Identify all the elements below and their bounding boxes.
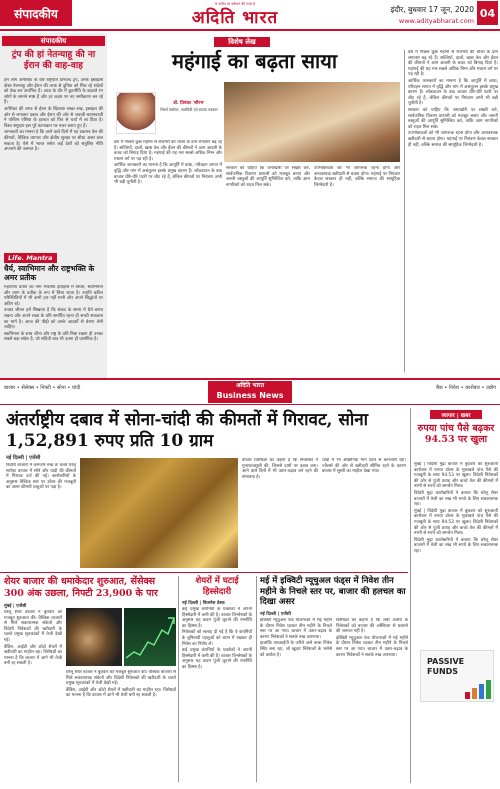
website-link[interactable]: www.adityabharat.com: [398, 17, 474, 25]
mf-paragraph: इक्विटी म्यूचुअल फंड योजनाओं में मई महीने के दौरान निवेश घटकर तीन महीने के निचले स्तर पर आ गया। बाजार में उतार-चढ़ाव के कारण निवेशकों ने सतर्क रुख अपनाया।: [260, 618, 332, 640]
life-mantra-body: [4, 285, 103, 375]
section-badge-editorial: संपादकीय: [0, 0, 72, 26]
stock-paragraph: घरेलू शेयर बाजार ने बुधवार को मजबूत शुरुआत की। वैश्विक बाजारों से मिले सकारात्मक संकेतों और विदेशी निवेशकों की खरीदारी के चलते प्रमुख सूचकांकों में तेजी देखी गई।: [4, 610, 62, 643]
shares-headline: शेयरों में घटाई हिस्सेदारी: [195, 576, 239, 597]
mf-body-left: [260, 618, 332, 782]
gold-paragraph: चांदी में भी औद्योगिक मांग घटने से कमजोरी रही। ज्वैलर्स की ओर से खरीदारी सीमित रहने के कारण बाजार में सुस्ती का माहौल देखा गया।: [322, 458, 406, 475]
author-description: रिसर्च स्कॉलर, कवयित्री एवं स्वतंत्र पत्रकार: [160, 107, 218, 112]
life-mantra-badge: Life. Mantra: [4, 253, 57, 263]
gold-body-right: [322, 458, 406, 568]
gold-body-mid: [242, 458, 318, 568]
feature-body-mid-2: [314, 166, 400, 368]
rupee-body: [414, 462, 498, 772]
gold-headline: अंतर्राष्ट्रीय दबाव में सोना-चांदी की कीमतों में गिरावट, सोना 1,52,891 रुपए प्रति 10 ग्राम: [6, 410, 369, 451]
shares-paragraph: निवेशकों को सलाह दी गई है कि वे कंपनियों के बुनियादी पहलुओं को ध्यान में रखकर ही निवेश का निर्णय लें।: [182, 630, 252, 647]
shares-body: [182, 607, 252, 782]
feature-headline: महंगाई का बढ़ता साया: [171, 49, 337, 73]
feature-body-mid: [226, 166, 310, 368]
mf-paragraph: हालांकि एसआईपी के जरिये आने वाला निवेश स्थिर बना रहा, जो खुदरा निवेशकों के भरोसे को दर्शाता है।: [260, 641, 332, 658]
editorial-paragraph: अमेरिका की तरफ से ईरान के खिलाफ सख्त रुख, इस्राइल की ओर से लगातार दबाव और ईरान की ओर से जवाबी बयानबाजी ने पश्चिम एशिया के हालात को फिर से चर्चा में ला दिया है। विश्व समुदाय इस पूरे घटनाक्रम पर नजर बनाए हुए है।: [4, 106, 103, 129]
gold-paragraph: विदेशी बाजारों में कमजोर रुख के चलते घरेलू सर्राफा बाजार में सोने और चांदी की कीमतों में गिरावट दर्ज की गई। कारोबारियों के अनुसार वैश्विक स्तर पर डॉलर की मजबूती का असर कीमती धातुओं पर पड़ा है।: [6, 463, 76, 491]
gold-body-left: [6, 463, 76, 563]
stock-body-right: [66, 670, 176, 782]
feature-paragraph: देश में पिछले कुछ महीनों से रोजमर्रा की चीजों के दाम लगातार बढ़ रहे हैं। सब्जियों, दालों, खाद्य तेल और ईंधन की कीमतों ने आम आदमी के बजट को बिगाड़ दिया है। महंगाई की यह मार सबसे अधिक निम्न और मध्यम वर्ग पर पड़ रही है।: [114, 140, 222, 162]
feature-paragraph: उपभोक्ताओं को भी जागरूक रहना होगा और अनावश्यक खरीदारी से बचना होगा। महंगाई पर नियंत्रण केवल सरकार ही नहीं, बल्कि समाज की सामूहिक जिम्मेदारी है।: [314, 166, 400, 188]
editorial-header: संपादकीय: [2, 36, 105, 46]
mf-dateline: नई दिल्ली | एजेंसी: [260, 612, 291, 617]
rupee-headline: रुपया पांच पैसे बढ़कर 94.53 पर खुला: [417, 423, 495, 445]
author-photo: [116, 92, 156, 134]
editorial-body: [4, 78, 103, 250]
shares-dateline: नई दिल्ली | बिजनेस डेस्क: [182, 601, 225, 606]
gold-dateline: नई दिल्ली | एजेंसी: [6, 455, 41, 461]
funds-label-1: PASSIVE: [427, 657, 465, 666]
column-divider: [404, 50, 405, 372]
mf-divider: [256, 576, 257, 782]
stock-headline: शेयर बाजार की धमाकेदार शुरुआत, सेंसेक्स 300 अंक उछला, निफ्टी 23,900 के पार: [4, 576, 158, 599]
shares-paragraph: कई प्रमुख कंपनियों के प्रवर्तकों ने अपनी हिस्सेदारी में कमी की है। बाजार विश्लेषकों के अनुसार यह कदम पूंजी जुटाने की रणनीति का हिस्सा है।: [182, 648, 252, 670]
gold-jewellery-photo: [80, 458, 238, 568]
stock-body-left: [4, 610, 62, 782]
rupee-paragraph: मुंबई | विदेशी मुद्रा बाजार में बुधवार को शुरुआती कारोबार में रुपया डॉलर के मुकाबले पांच पैसे की मजबूती के साथ 94.53 पर खुला। विदेशी निवेशकों की ओर से पूंजी प्रवाह और कच्चे तेल की कीमतों में नरमी से रुपये को समर्थन मिला।: [414, 508, 498, 537]
feature-paragraph: उपभोक्ताओं को भी जागरूक रहना होगा और अनावश्यक खरीदारी से बचना होगा। महंगाई पर नियंत्रण केवल सरकार ही नहीं, बल्कि समाज की सामूहिक जिम्मेदारी है।: [408, 131, 498, 148]
market-chart-photo[interactable]: [124, 608, 176, 666]
mf-headline: मई में इक्विटी म्यूचुअल फंड्स में निवेश तीन महीने के निचले स्तर पर, बाजार की हलचल का दिखा असर: [260, 576, 406, 607]
gold-paragraph: बाजार विशेषज्ञों का कहना है कि निवेशकों ने मुनाफावसूली की, जिससे दामों पर दबाव बना। आने वाले दिनों में भी उतार-चढ़ाव बने रहने की संभावना है।: [242, 458, 318, 480]
business-rule: [0, 404, 500, 405]
business-header-logo: अदिति भारत: [235, 382, 265, 389]
life-mantra-paragraph: महाराणा प्रताप का नाम भारतीय इतिहास में वीरता, स्वाभिमान और त्याग के प्रतीक के रूप में लिया जाता है। उन्होंने कठिन परिस्थितियों में भी कभी हार नहीं मानी और अपने सिद्धांतों पर अडिग रहे।: [4, 285, 103, 307]
editorial-paragraph: हम लोग अमेरिका के वीर राष्ट्रपति डोनाल्ड ट्रंप, उनके इस्राइली दोस्त नेतन्याहू और ईरान की तरफ से दुनिया को मिल रहे संदेशों को देख कर अचंभित हैं। आज के दौर में कूटनीति के बदलते रंग लोगों के सामने स्पष्ट हैं और हर कदम पर नए समीकरण बन रहे हैं।: [4, 78, 103, 106]
stock-paragraph: बैंकिंग, आईटी और ऑटो शेयरों में खरीदारी का माहौल रहा। विशेषज्ञों का मानना है कि बाजार में आगे भी तेजी बनी रह सकती है।: [4, 644, 62, 667]
masthead-divider: [0, 29, 500, 31]
shares-divider: [178, 576, 179, 782]
editorial-headline: ट्रंप की हां नेतन्याहू की ना ईरान की वाह-वाह: [11, 50, 96, 71]
author-name: डॉ. प्रियंका 'सौरभ': [173, 101, 205, 106]
business-nav-left: बाजार • सेंसेक्स • निफ्टी • सोना • चांदी: [4, 385, 81, 391]
funds-bar-chart-icon: [465, 679, 491, 699]
stock-paragraph: बैंकिंग, आईटी और ऑटो शेयरों में खरीदारी का माहौल रहा। विशेषज्ञों का मानना है कि बाजार में आगे भी तेजी बनी रह सकती है।: [66, 687, 176, 699]
business-nav-right: बैंक • निवेश • कारोबार • उद्योग: [436, 385, 496, 391]
editorial-paragraph: जानकारों का मानना है कि आने वाले दिनों में यह टकराव तेल की कीमतों, वैश्विक व्यापार और क्षेत्रीय सुरक्षा पर सीधा असर डाल सकता है। ऐसे में भारत समेत कई देशों को संतुलित नीति अपनाने की जरूरत है।: [4, 130, 103, 153]
chart-icon: [124, 608, 176, 666]
market-photo: [224, 82, 400, 162]
page-number: 04: [477, 1, 498, 25]
bull-photo: [66, 608, 122, 666]
shares-paragraph: कई प्रमुख कंपनियों के प्रवर्तकों ने अपनी हिस्सेदारी में कमी की है। बाजार विश्लेषकों के अनुसार यह कदम पूंजी जुटाने की रणनीति का हिस्सा है।: [182, 607, 252, 629]
business-header: [208, 381, 292, 403]
feature-body-right: [408, 50, 498, 372]
passive-funds-graphic: [420, 650, 494, 702]
life-mantra-paragraph: स्वाभिमान के साथ जीना और राष्ट्र के प्रति निष्ठा रखना ही उनका सबसे बड़ा संदेश है, जो सदियों बाद भी उतना ही प्रासंगिक है।: [4, 331, 103, 343]
rupee-divider: [410, 408, 411, 783]
mf-paragraph: इक्विटी म्यूचुअल फंड योजनाओं में मई महीने के दौरान निवेश घटकर तीन महीने के निचले स्तर पर आ गया। बाजार में उतार-चढ़ाव के कारण निवेशकों ने सतर्क रुख अपनाया।: [336, 635, 408, 658]
feature-paragraph: सरकार को चाहिए कि जमाखोरी पर सख्ती करे, सार्वजनिक वितरण प्रणाली को मजबूत बनाए और जरूरी वस्तुओं की आपूर्ति सुनिश्चित करे, ताकि आम नागरिकों को राहत मिल सके।: [408, 107, 498, 130]
mf-body-right: [336, 618, 408, 782]
dateline: इंदौर, बुधवार 17 जून, 2020: [390, 5, 474, 14]
rupee-paragraph: मुंबई | विदेशी मुद्रा बाजार में बुधवार को शुरुआती कारोबार में रुपया डॉलर के मुकाबले पांच पैसे की मजबूती के साथ 94.53 पर खुला। विदेशी निवेशकों की ओर से पूंजी प्रवाह और कच्चे तेल की कीमतों में नरमी से रुपये को समर्थन मिला।: [414, 462, 498, 490]
feature-body-left: [114, 140, 222, 368]
logo-tagline: ये अतीत पर वर्तमान की नजर है: [214, 2, 255, 6]
business-divider: [0, 378, 500, 380]
feature-paragraph: देश में पिछले कुछ महीनों से रोजमर्रा की चीजों के दाम लगातार बढ़ रहे हैं। सब्जियों, दालों, खाद्य तेल और ईंधन की कीमतों ने आम आदमी के बजट को बिगाड़ दिया है। महंगाई की यह मार सबसे अधिक निम्न और मध्यम वर्ग पर पड़ रही है।: [408, 50, 498, 78]
business-header-title: Business News: [216, 391, 284, 400]
rupee-tag: व्यापार | खबर: [430, 410, 482, 419]
author-byline: [158, 100, 220, 113]
life-mantra-paragraph: उनका जीवन हमें सिखाता है कि संकट के समय में धैर्य बनाए रखना और अपने लक्ष्य के प्रति समर्पित रहना ही सच्ची सफलता का मार्ग है। आज की पीढ़ी को उनके आदर्शों से प्रेरणा लेनी चाहिए।: [4, 308, 103, 331]
funds-label-2: FUNDS: [427, 667, 459, 676]
feature-paragraph: आर्थिक जानकारों का मानना है कि आपूर्ति में बाधा, परिवहन लागत में वृद्धि और मांग में असंतुलन इसके प्रमुख कारण हैं। लॉकडाउन के बाद बाजार धीरे-धीरे पटरी पर लौट रहे हैं, लेकिन कीमतों पर नियंत्रण अभी भी बड़ी चुनौती है।: [114, 163, 222, 186]
feature-section-badge: विशेष लेख: [214, 37, 270, 47]
newspaper-logo: [176, 2, 294, 28]
feature-paragraph: सरकार को चाहिए कि जमाखोरी पर सख्ती करे, सार्वजनिक वितरण प्रणाली को मजबूत बनाए और जरूरी वस्तुओं की आपूर्ति सुनिश्चित करे, ताकि आम नागरिकों को राहत मिल सके।: [226, 166, 310, 188]
rupee-paragraph: विदेशी मुद्रा कारोबारियों ने बताया कि घरेलू शेयर बाजारों में तेजी का रुख भी रुपये के लिए सकारात्मक रहा।: [414, 537, 498, 554]
stock-paragraph: घरेलू शेयर बाजार ने बुधवार को मजबूत शुरुआत की। वैश्विक बाजारों से मिले सकारात्मक संकेतों और विदेशी निवेशकों की खरीदारी के चलते प्रमुख सूचकांकों में तेजी देखी गई।: [66, 670, 176, 687]
feature-paragraph: आर्थिक जानकारों का मानना है कि आपूर्ति में बाधा, परिवहन लागत में वृद्धि और मांग में असंतुलन इसके प्रमुख कारण हैं। लॉकडाउन के बाद बाजार धीरे-धीरे पटरी पर लौट रहे हैं, लेकिन कीमतों पर नियंत्रण अभी भी बड़ी चुनौती है।: [408, 78, 498, 107]
rupee-paragraph: विदेशी मुद्रा कारोबारियों ने बताया कि घरेलू शेयर बाजारों में तेजी का रुख भी रुपये के लिए सकारात्मक रहा।: [414, 490, 498, 508]
stock-dateline: मुंबई | एजेंसी: [4, 604, 27, 609]
life-mantra-headline: धैर्य, स्वाभिमान और राष्ट्रभक्ति के अमर प्रतीक: [4, 264, 95, 282]
bottom-divider: [0, 572, 408, 573]
logo-title: अदिति भारत: [191, 8, 279, 28]
mf-paragraph: विशेषज्ञों का कहना है कि लंबी अवधि के निवेशकों को बाजार की अस्थिरता से घबराने की जरूरत नहीं है।: [336, 618, 408, 635]
